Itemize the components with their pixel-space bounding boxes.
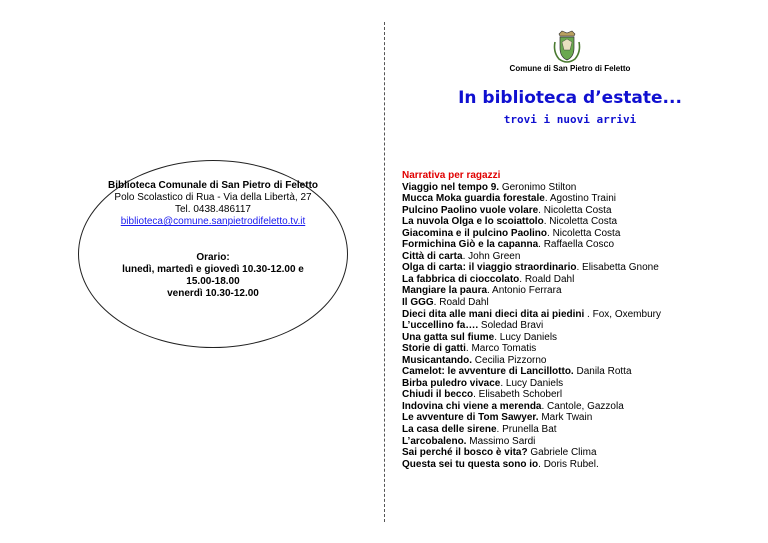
library-email-link[interactable]: biblioteca@comune.sanpietrodifeletto.tv.it: [120, 216, 306, 227]
book-author: . Prunella Bat: [496, 424, 557, 436]
book-author: . Lucy Daniels: [494, 331, 558, 343]
book-list: [402, 170, 742, 470]
book-author: Soledad Bravi: [478, 320, 544, 332]
section-heading: Narrativa per ragazzi: [402, 170, 501, 181]
book-title: Sai perché il bosco è vita?: [402, 447, 528, 459]
book-author: . Marco Tomatis: [465, 343, 537, 355]
book-author: . Nicoletta Costa: [547, 227, 621, 239]
book-title: La casa delle sirene: [402, 424, 497, 436]
page-subtitle: trovi i nuovi arrivi: [503, 113, 637, 126]
book-author: . John Green: [462, 250, 521, 262]
book-item: [402, 262, 742, 274]
book-item: [402, 274, 742, 286]
library-address: Polo Scolastico di Rua - Via della Libertà, 27: [114, 192, 312, 203]
book-item: [402, 436, 742, 448]
book-author: Danila Rotta: [573, 366, 632, 378]
book-author: . Agostino Traini: [544, 193, 616, 205]
book-title: Musicantando.: [402, 354, 473, 366]
book-author: Massimo Sardi: [466, 435, 536, 447]
book-item: [402, 378, 742, 390]
book-title: Le avventure di Tom Sawyer.: [402, 412, 539, 424]
book-title: Chiudi il becco: [402, 389, 474, 401]
library-info: [78, 180, 348, 300]
book-item: [402, 459, 742, 471]
book-item: [402, 401, 742, 413]
book-author: Geronimo Stilton: [499, 181, 577, 193]
book-title: La nuvola Olga e lo scoiattolo: [402, 216, 544, 228]
hours-line-1: lunedì, martedì e giovedì 10.30-12.00 e: [122, 264, 304, 275]
book-item: [402, 297, 742, 309]
book-item: [402, 424, 742, 436]
book-item: [402, 216, 742, 228]
book-author: . Nicoletta Costa: [538, 204, 612, 216]
book-author: . Raffaella Cosco: [538, 239, 615, 251]
book-title: Mucca Moka guardia forestale: [402, 193, 545, 205]
municipal-crest-icon: [550, 30, 584, 64]
book-item: [402, 389, 742, 401]
book-author: Gabriele Clima: [527, 447, 597, 459]
book-title: Una gatta sul fiume: [402, 331, 495, 343]
library-phone: Tel. 0438.486117: [175, 204, 251, 215]
book-author: . Roald Dahl: [433, 297, 489, 309]
book-title: Camelot: le avventure di Lancillotto.: [402, 366, 574, 378]
book-item: [402, 447, 742, 459]
book-title: La fabbrica di cioccolato: [402, 273, 520, 285]
book-title: Formichina Giò e la capanna: [402, 239, 539, 251]
book-item: [402, 285, 742, 297]
book-title: Storie di gatti: [402, 343, 466, 355]
book-item: [402, 412, 742, 424]
book-item: [402, 343, 742, 355]
book-item: [402, 205, 742, 217]
book-author: . Antonio Ferrara: [487, 285, 562, 297]
book-author: . Elisabetta Gnone: [576, 262, 659, 274]
book-item: [402, 332, 742, 344]
book-title: Olga di carta: il viaggio straordinario: [402, 262, 577, 274]
book-title: Pulcino Paolino vuole volare: [402, 204, 539, 216]
book-title: Mangiare la paura: [402, 285, 488, 297]
book-item: [402, 366, 742, 378]
hours-label: Orario:: [196, 252, 230, 263]
book-title: Birba puledro vivace: [402, 377, 501, 389]
page-title: In biblioteca d’estate...: [458, 88, 682, 108]
page-fold-divider: [384, 22, 385, 522]
library-name: Biblioteca Comunale di San Pietro di Feletto: [107, 180, 319, 191]
book-author: Mark Twain: [538, 412, 593, 424]
book-author: . Lucy Daniels: [500, 377, 564, 389]
book-title: L’arcobaleno.: [402, 435, 467, 447]
book-title: L’uccellino fa….: [402, 320, 479, 332]
book-author: . Roald Dahl: [519, 273, 575, 285]
hours-line-3: venerdì 10.30-12.00: [167, 288, 259, 299]
book-author: . Nicoletta Costa: [543, 216, 618, 228]
book-item: [402, 320, 742, 332]
book-title: Giacomina e il pulcino Paolino: [402, 227, 548, 239]
book-title: Dieci dita alle mani dieci dita ai piedini: [402, 308, 585, 320]
book-item: [402, 239, 742, 251]
book-author: . Cantole, Gazzola: [541, 400, 624, 412]
book-item: [402, 251, 742, 263]
book-item: [402, 355, 742, 367]
municipality-name: Comune di San Pietro di Feletto: [509, 64, 631, 73]
book-item: [402, 228, 742, 240]
hours-line-2: 15.00-18.00: [186, 276, 240, 287]
book-author: Cecilia Pizzorno: [472, 354, 547, 366]
book-title: Viaggio nel tempo 9.: [402, 181, 500, 193]
book-author: . Doris Rubel.: [538, 458, 599, 470]
book-item: [402, 182, 742, 194]
book-title: Il GGG: [402, 297, 434, 309]
book-title: Questa sei tu questa sono io: [402, 458, 539, 470]
book-author: . Fox, Oxembury: [584, 308, 661, 320]
book-title: Indovina chi viene a merenda: [402, 400, 542, 412]
book-author: . Elisabeth Schoberl: [473, 389, 563, 401]
book-item: [402, 193, 742, 205]
book-title: Città di carta: [402, 250, 463, 262]
book-item: [402, 309, 742, 321]
